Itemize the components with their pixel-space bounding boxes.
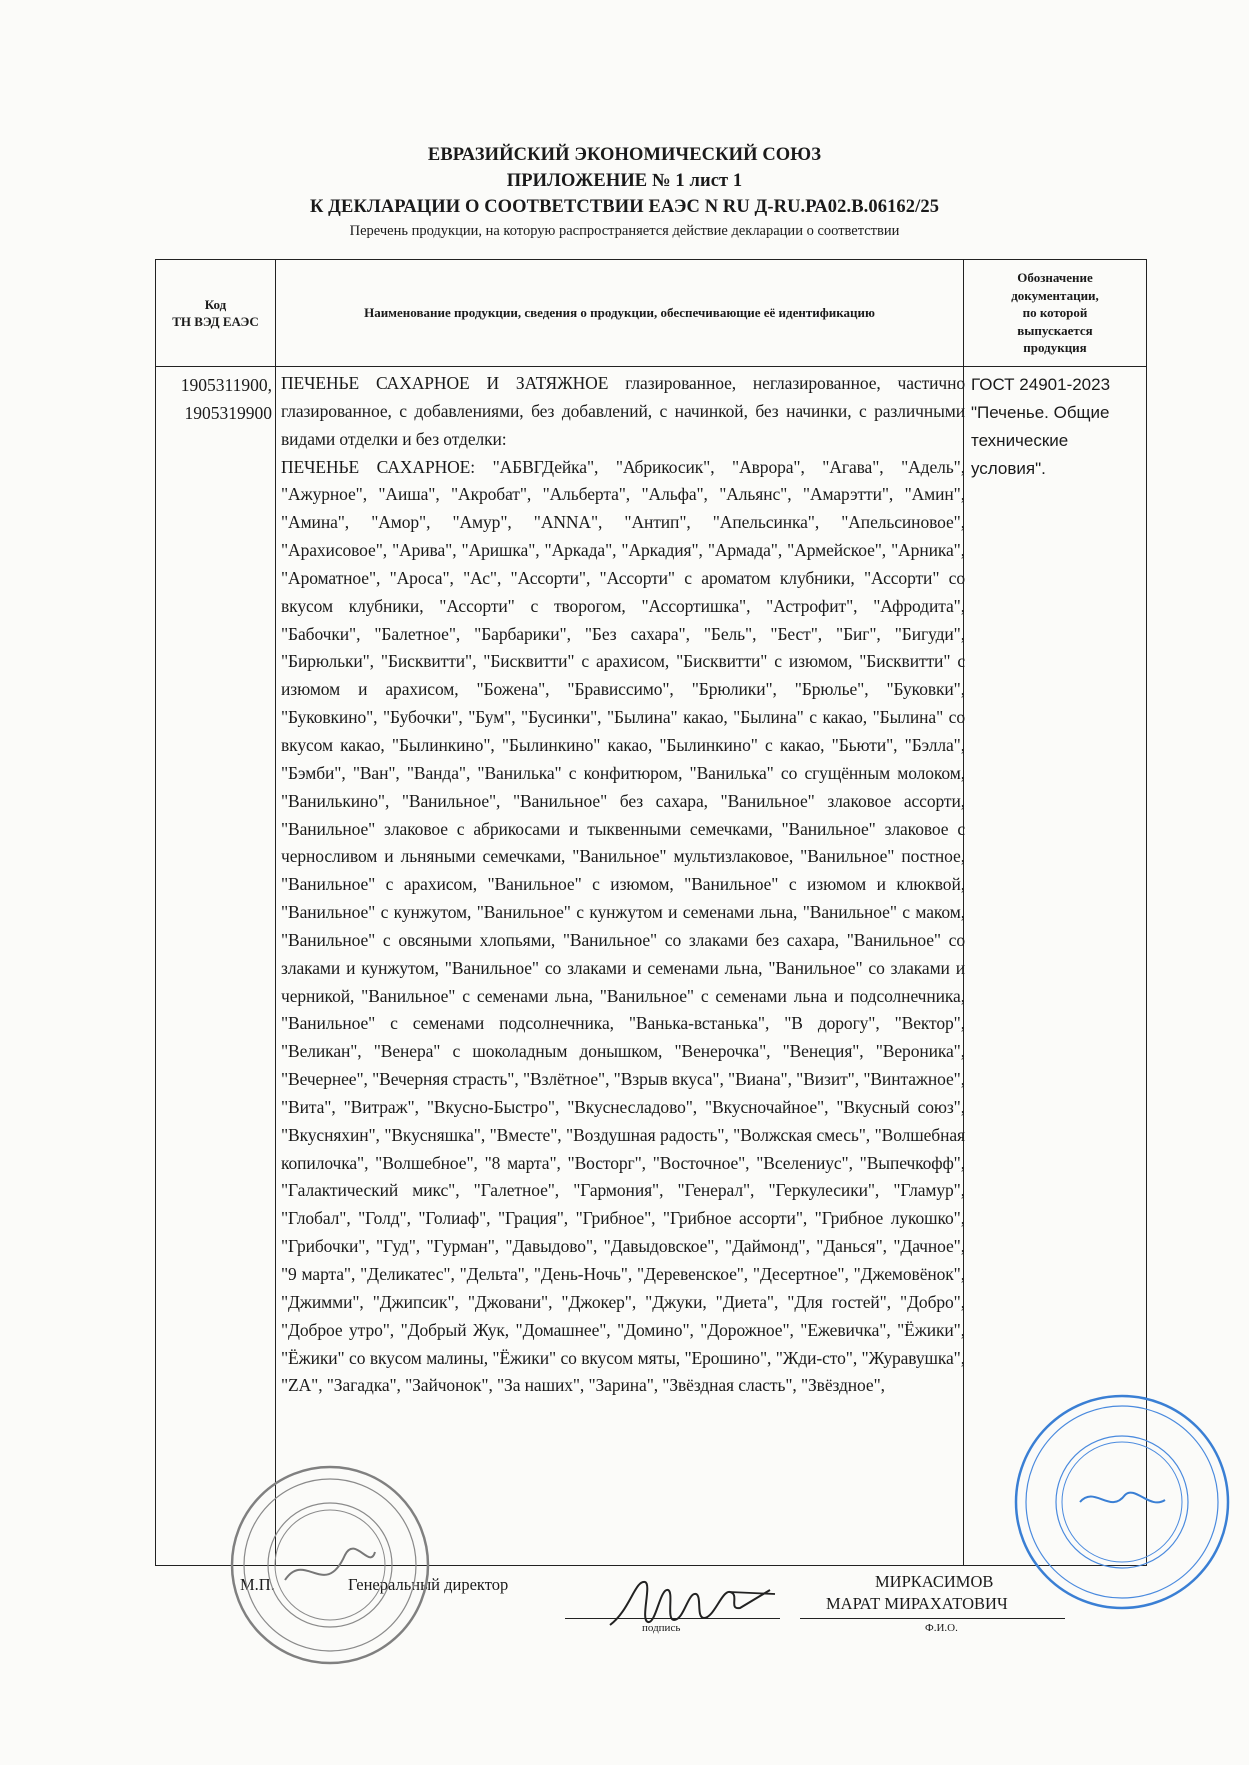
- table-divider: [275, 260, 276, 1565]
- description-intro: ПЕЧЕНЬЕ САХАРНОЕ И ЗАТЯЖНОЕ глазированное, неглазированное, частично глазированное, с добавлениями, без добавлений, с начинкой, без начинки, с различными видами отделки и без отделки:: [281, 373, 965, 449]
- name-caption: Ф.И.О.: [925, 1622, 958, 1634]
- cell-description: [281, 370, 965, 1400]
- col-header-documentation: [964, 260, 1146, 366]
- col-header-doc-line: продукция: [1023, 340, 1087, 356]
- col-header-name: [276, 260, 963, 366]
- col-header-name-text: Наименование продукции, сведения о продукции, обеспечивающие её идентификацию: [364, 305, 875, 321]
- header-subtitle: Перечень продукции, на которую распространяется действие декларации о соответствии: [349, 223, 900, 239]
- table-header-divider: [156, 366, 1146, 367]
- col-header-doc-line: Обозначение: [1017, 270, 1093, 286]
- document-header: [0, 142, 1249, 242]
- code-value: 1905319900: [184, 402, 272, 423]
- col-header-doc-line: выпускается: [1017, 322, 1093, 338]
- company-seal: [225, 1460, 435, 1670]
- col-header-code-line: ТН ВЭД ЕАЭС: [172, 314, 259, 329]
- seal-place-label: М.П.: [240, 1575, 275, 1594]
- col-header-doc-line: документации,: [1011, 287, 1099, 303]
- col-header-doc-line: по которой: [1022, 305, 1088, 321]
- col-header-code: [156, 260, 275, 366]
- official-seal: [1010, 1390, 1235, 1615]
- cell-documentation: ГОСТ 24901-2023 "Печенье. Общие технические условия".: [971, 375, 1111, 478]
- handwritten-signature: [600, 1570, 780, 1640]
- header-appendix-title: ПРИЛОЖЕНИЕ № 1 лист 1: [506, 171, 743, 191]
- signature-caption: подпись: [642, 1622, 681, 1634]
- name-line: [800, 1618, 1065, 1619]
- product-table: [155, 259, 1147, 1566]
- signer-name: МАРАТ МИРАХАТОВИЧ: [826, 1594, 1008, 1613]
- description-list: ПЕЧЕНЬЕ САХАРНОЕ: "АБВГДейка", "Абрикосик", "Аврора", "Агава", "Адель", "Ажурное", "Аиша", "Акробат", "Альберта", "Альфа", "Альянс", "Амарэтти", "Амин", "Амина", "Амор", "Амур", "ANNA", "Антип", "Апельсинка", "Апельсиновое", "Арахисовое", "Арива", "Аришка", "Аркада", "Аркадия", "Армада", "Армейское", "Арника", "Ароматное", "Ароса", "Ас", "Ассорти", "Ассорти" с ароматом клубники, "Ассорти" со вкусом клубники, "Ассорти" с творогом, "Ассортишка", "Астрофит", "Афродита", "Бабочки", "Балетное", "Барбарики", "Без сахара", "Бель", "Бест", "Биг", "Бигуди", "Бирюльки", "Бисквитти", "Бисквитти" с арахисом, "Бисквитти" с изюмом, "Бисквитти" с изюмом и арахисом, "Божена", "Брависсимо", "Брюлики", "Брюлье", "Буковки", "Буковкино", "Бубочки", "Бум", "Бусинки", "Былина" какао, "Былина" с какао, "Былина" со вкусом какао, "Былинкино", "Былинкино" какао, "Былинкино" с какао, "Бьюти", "Бэлла", "Бэмби", "Ван", "Ванда", "Ванилька" с конфитюром, "Ванилька" со сгущённым молоком, "Ванилькино", "Ванильное", "Ванильное" без сахара, "Ванильное" злаковое ассорти, "Ванильное" злаковое с абрикосами и тыквенными семечками, "Ванильное" злаковое с черносливом и льняными семечками, "Ванильное" мультизлаковое, "Ванильное" постное, "Ванильное" с арахисом, "Ванильное" с изюмом, "Ванильное" с изюмом и клюквой, "Ванильное" с кунжутом, "Ванильное" с кунжутом и семенами льна, "Ванильное" с маком, "Ванильное" с овсяными хлопьями, "Ванильное" со злаками без сахара, "Ванильное" со злаками и кунжутом, "Ванильное" со злаками и семенами льна, "Ванильное" со злаками и черникой, "Ванильное" с семенами льна, "Ванильное" с семенами льна и подсолнечника, "Ванильное" с семенами подсолнечника, "Ванька-встанька", "В дорогу", "Вектор", "Великан", "Венера" с шоколадным донышком, "Венерочка", "Венеция", "Вероника", "Вечернее", "Вечерняя страсть", "Взлётное", "Взрыв вкуса", "Виана", "Визит", "Винтажное", "Вита", "Витраж", "Вкусно-Быстро", "Вкуснесладово", "Вкусночайное", "Вкусный союз", "Вкусняхин", "Вкусняшка", "Вместе", "Воздушная радость", "Волжская смесь", "Волшебная копилочка", "Волшебное", "8 марта", "Восторг", "Восточное", "Вселениус", "Выпечкофф", "Галактический микс", "Галетное", "Гармония", "Генерал", "Геркулесики", "Гламур", "Глобал", "Голд", "Голиаф", "Грация", "Грибное", "Грибное ассорти", "Грибное лукошко", "Грибочки", "Гуд", "Гурман", "Давыдово", "Давыдовское", "Даймонд", "Данься", "Дачное", "9 марта", "Деликатес", "Дельта", "День-Ночь", "Деревенское", "Десертное", "Джемовёнок", "Джимми", "Джипсик", "Джовани", "Джокер", "Джуки, "Диета", "Для гостей", "Добро", "Доброе утро", "Добрый Жук, "Домашнее", "Домино", "Дорожное", "Ежевичка", "Ёжики", "Ёжики" со вкусом малины, "Ёжики" со вкусом мяты, "Ерошино", "Жди-сто", "Журавушка", "ZA", "Загадка", "Зайчонок", "За наших", "Зарина", "Звёздная сласть", "Звёздное",: [281, 456, 965, 1396]
- signer-position: Генеральный директор: [348, 1575, 509, 1594]
- signer-surname: МИРКАСИМОВ: [875, 1572, 994, 1591]
- cell-codes: [156, 372, 274, 428]
- col-header-code-line: Код: [204, 296, 227, 312]
- code-value: 1905311900,: [180, 375, 272, 395]
- header-union-title: ЕВРАЗИЙСКИЙ ЭКОНОМИЧЕСКИЙ СОЮЗ: [427, 145, 822, 165]
- header-declaration-title: К ДЕКЛАРАЦИИ О СООТВЕТСТВИИ ЕАЭС N RU Д-RU.РА02.В.06162/25: [309, 197, 940, 217]
